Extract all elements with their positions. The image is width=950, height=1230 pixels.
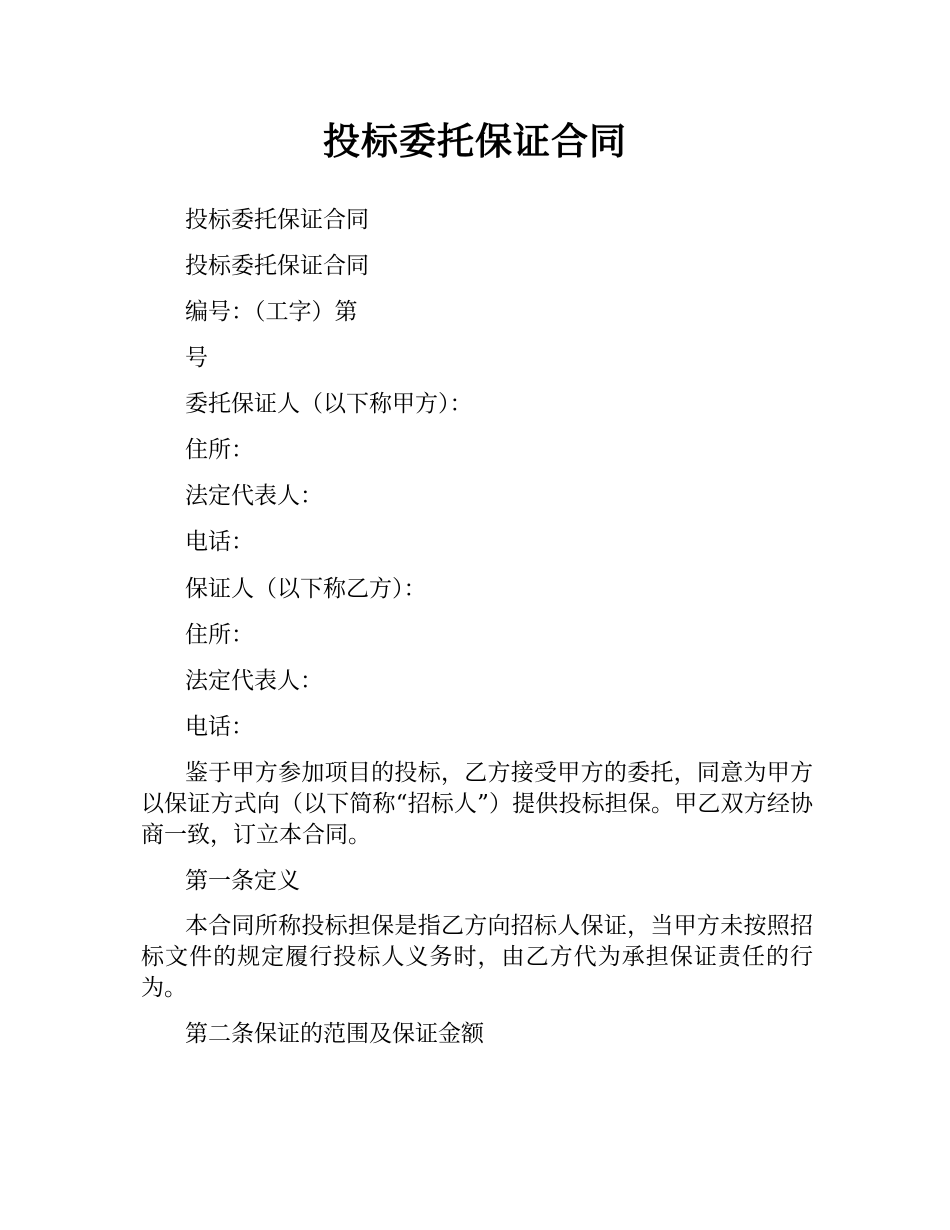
subtitle-line-2: 投标委托保证合同 [185,253,369,279]
contract-number-suffix: 号 [185,345,208,371]
article-1-body: 本合同所称投标担保是指乙方向招标人保证，当甲方未按照招标文件的规定履行投标人义务时，由乙方代为承担保证责任的行为。 [141,913,813,1001]
party-a-representative-label: 法定代表人： [185,483,323,509]
document-title: 投标委托保证合同 [323,120,627,163]
party-a-address-label: 住所： [185,437,254,463]
article-2-heading: 第二条保证的范围及保证金额 [185,1021,484,1047]
party-b-phone-label: 电话： [185,714,254,740]
article-1-heading: 第一条定义 [185,868,300,894]
contract-number-line: 编号：（工字）第 [185,299,358,325]
party-a-phone-label: 电话： [185,529,254,555]
party-b-label: 保证人（以下称乙方）： [185,576,427,602]
party-b-representative-label: 法定代表人： [185,668,323,694]
subtitle-line-1: 投标委托保证合同 [185,207,369,233]
preamble-paragraph: 鉴于甲方参加项目的投标，乙方接受甲方的委托，同意为甲方以保证方式向（以下简称“招标人”）提供投标担保。甲乙双方经协商一致，订立本合同。 [141,760,813,848]
party-b-address-label: 住所： [185,622,254,648]
party-a-label: 委托保证人（以下称甲方）： [185,391,473,417]
